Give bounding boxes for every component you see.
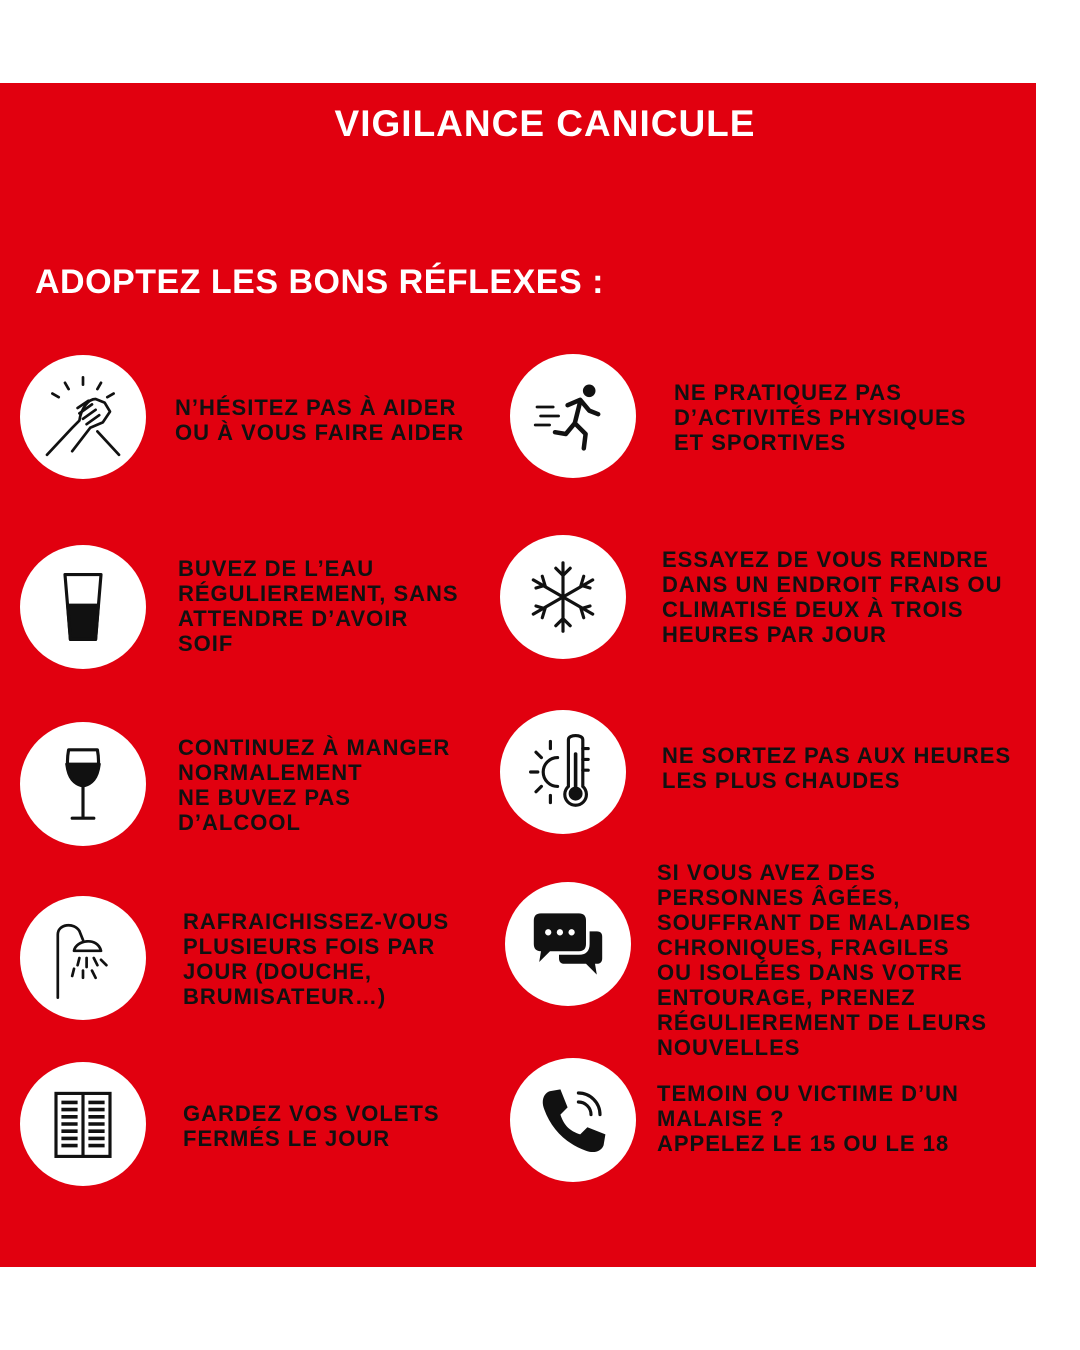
tip-cool-place-text: ESSAYEZ DE VOUS RENDRE DANS UN ENDROIT FRAIS OU CLIMATISÉ DEUX À TROIS HEURES PAR JOUR bbox=[662, 547, 1003, 647]
chat-bubbles-icon bbox=[505, 882, 631, 1006]
water-glass-icon bbox=[20, 545, 146, 669]
shower-icon bbox=[20, 896, 146, 1020]
tip-shutters-text: GARDEZ VOS VOLETS FERMÉS LE JOUR bbox=[183, 1101, 440, 1151]
wine-glass-icon bbox=[20, 722, 146, 846]
shutters-icon bbox=[20, 1062, 146, 1186]
tip-call-text: TEMOIN OU VICTIME D’UN MALAISE ? APPELEZ LE 15 OU LE 18 bbox=[657, 1081, 959, 1156]
tip-hot-hours-text: NE SORTEZ PAS AUX HEURES LES PLUS CHAUDES bbox=[662, 743, 1012, 793]
tip-eat-text: CONTINUEZ À MANGER NORMALEMENT NE BUVEZ PAS D’ALCOOL bbox=[178, 735, 451, 835]
page-title: VIGILANCE CANICULE bbox=[334, 103, 756, 144]
subtitle: ADOPTEZ LES BONS RÉFLEXES : bbox=[35, 263, 604, 301]
snowflake-icon bbox=[500, 535, 626, 659]
sun-thermometer-icon bbox=[500, 710, 626, 834]
tip-help-text: N’HÉSITEZ PAS À AIDER OU À VOUS FAIRE AIDER bbox=[175, 395, 465, 445]
phone-icon bbox=[510, 1058, 636, 1182]
handshake-icon bbox=[20, 355, 146, 479]
tip-sport-text: NE PRATIQUEZ PAS D’ACTIVITÉS PHYSIQUES ET SPORTIVES bbox=[674, 380, 967, 455]
running-person-icon bbox=[510, 354, 636, 478]
tip-elderly-text: SI VOUS AVEZ DES PERSONNES ÂGÉES, SOUFFRANT DE MALADIES CHRONIQUES, FRAGILES OU ISOLÉES DANS VOTRE ENTOURAGE, PRENEZ RÉGULIEREMENT DE LEURS NOUVELLES bbox=[657, 860, 988, 1060]
tip-drink-text: BUVEZ DE L’EAU RÉGULIEREMENT, SANS ATTENDRE D’AVOIR SOIF bbox=[178, 556, 459, 656]
tip-refresh-text: RAFRAICHISSEZ-VOUS PLUSIEURS FOIS PAR JOUR (DOUCHE, BRUMISATEUR…) bbox=[183, 909, 450, 1009]
